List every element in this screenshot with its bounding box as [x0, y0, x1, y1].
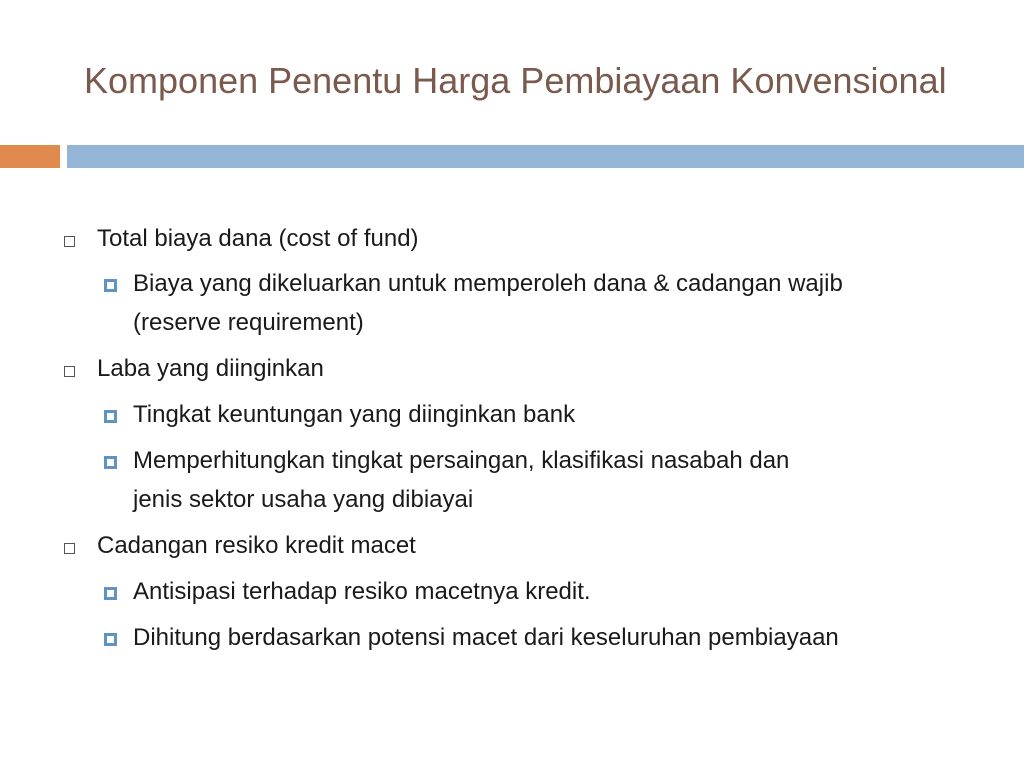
square-bullet-icon: [104, 410, 117, 423]
hollow-square-bullet-icon: [64, 543, 75, 554]
square-bullet-icon: [104, 456, 117, 469]
hollow-square-bullet-icon: [64, 236, 75, 247]
sub-bullet-line: jenis sektor usaha yang dibiayai: [133, 486, 474, 513]
sub-bullet-line: Dihitung berdasarkan potensi macet dari keseluruhan pembiayaan: [133, 624, 839, 651]
square-bullet-icon: [104, 587, 117, 600]
sub-bullet-line: Biaya yang dikeluarkan untuk memperoleh dana & cadangan wajib: [133, 270, 843, 297]
square-bullet-icon: [104, 633, 117, 646]
bullet-item-laba: Laba yang diinginkan: [97, 355, 324, 382]
hollow-square-bullet-icon: [64, 366, 75, 377]
slide-title: Komponen Penentu Harga Pembiayaan Konvensional: [84, 60, 947, 101]
bullet-item-cadangan: Cadangan resiko kredit macet: [97, 532, 416, 559]
sub-bullet-line: Tingkat keuntungan yang diinginkan bank: [133, 401, 576, 428]
sub-bullet-line: (reserve requirement): [133, 309, 364, 336]
sub-bullet-line: Antisipasi terhadap resiko macetnya kredit.: [133, 578, 591, 605]
square-bullet-icon: [104, 279, 117, 292]
bullet-item-cost-of-fund: Total biaya dana (cost of fund): [97, 225, 419, 252]
sub-bullet-line: Memperhitungkan tingkat persaingan, klasifikasi nasabah dan: [133, 447, 790, 474]
